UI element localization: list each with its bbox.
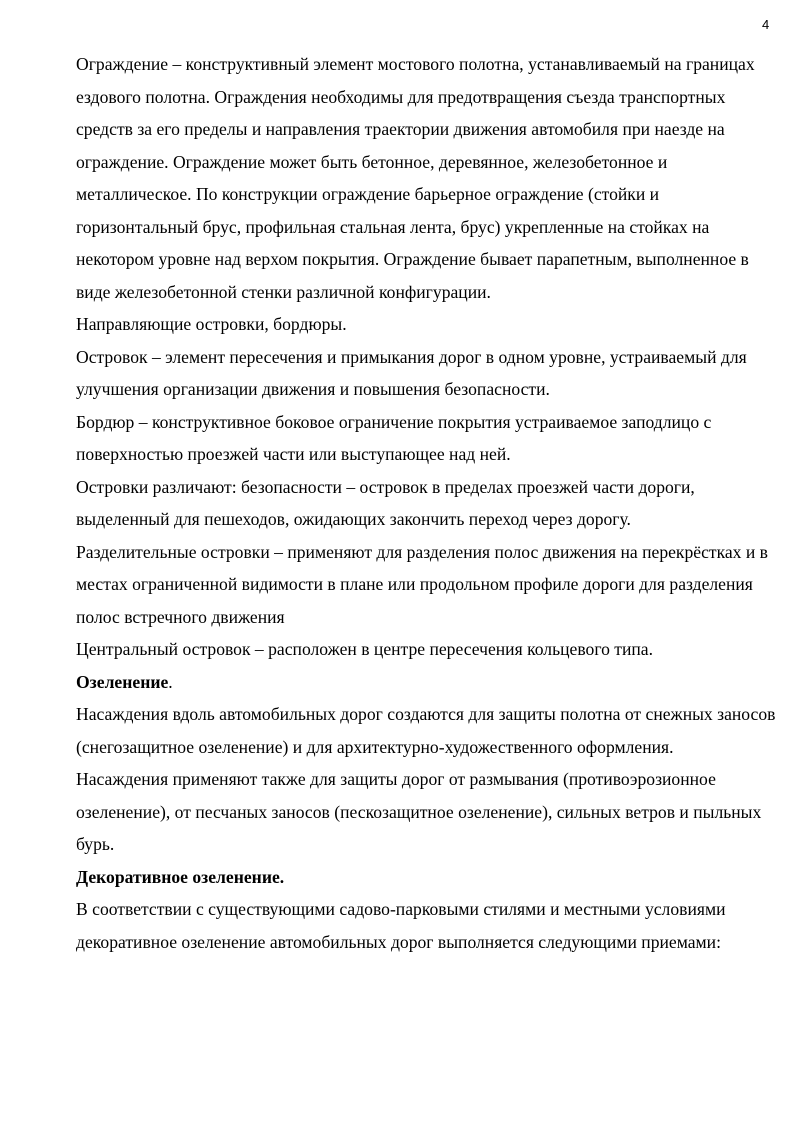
section-heading-landscaping-text: Озеленение xyxy=(76,671,169,692)
section-heading-decorative-landscaping: Декоративное озеленение. xyxy=(76,866,285,887)
document-body xyxy=(76,48,776,958)
paragraph-barrier-definition: Ограждение – конструктивный элемент мостового полотна, устанавливаемый на границах ездового полотна. Ограждения необходимы для предотвращения съезда транспортных средств за его пределы и направления траектории движения автомобиля при наезде на ограждение. Ограждение может быть бетонное, деревянное, железобетонное и металлическое. По конструкции ограждение барьерное ограждение (стойки и горизонтальный брус, профильная стальная лента, брус) укрепленные на стойках на некотором уровне над верхом покрытия. Ограждение бывает парапетным, выполненное в виде железобетонной стенки различной конфигурации. xyxy=(76,54,755,302)
paragraph-central-island: Центральный островок – расположен в центре пересечения кольцевого типа. xyxy=(76,639,654,659)
paragraph-safety-islands: Островки различают: безопасности – островок в пределах проезжей части дороги, выделенный для пешеходов, ожидающих закончить переход через дорогу. xyxy=(76,476,695,529)
section-heading-landscaping xyxy=(76,666,776,699)
paragraph-curb-definition: Бордюр – конструктивное боковое ограничение покрытия устраиваемое заподлицо с поверхностью проезжей части или выступающее над ней. xyxy=(76,411,712,464)
paragraph-decorative-methods: В соответствии с существующими садово-парковыми стилями и местными условиями декоративное озеленение автомобильных дорог выполняется следующими приемами: xyxy=(76,899,726,952)
paragraph-island-definition: Островок – элемент пересечения и примыкания дорог в одном уровне, устраиваемый для улучшения организации движения и повышения безопасности. xyxy=(76,346,747,399)
section-heading-landscaping-period: . xyxy=(168,671,173,692)
page-number: 4 xyxy=(762,17,770,32)
paragraph-plantings-snow: Насаждения вдоль автомобильных дорог создаются для защиты полотна от снежных заносов (снегозащитное озеленение) и для архитектурно-художественного оформления. xyxy=(76,704,776,757)
paragraph-dividing-islands: Разделительные островки – применяют для разделения полос движения на перекрёстках и в местах ограниченной видимости в плане или продольном профиле дороги для разделения полос встречного движения xyxy=(76,541,768,627)
paragraph-plantings-erosion: Насаждения применяют также для защиты дорог от размывания (противоэрозионное озеленение), от песчаных заносов (пескозащитное озеленение), сильных ветров и пыльных бурь. xyxy=(76,769,762,854)
paragraph-guiding-islands-heading: Направляющие островки, бордюры. xyxy=(76,314,347,334)
